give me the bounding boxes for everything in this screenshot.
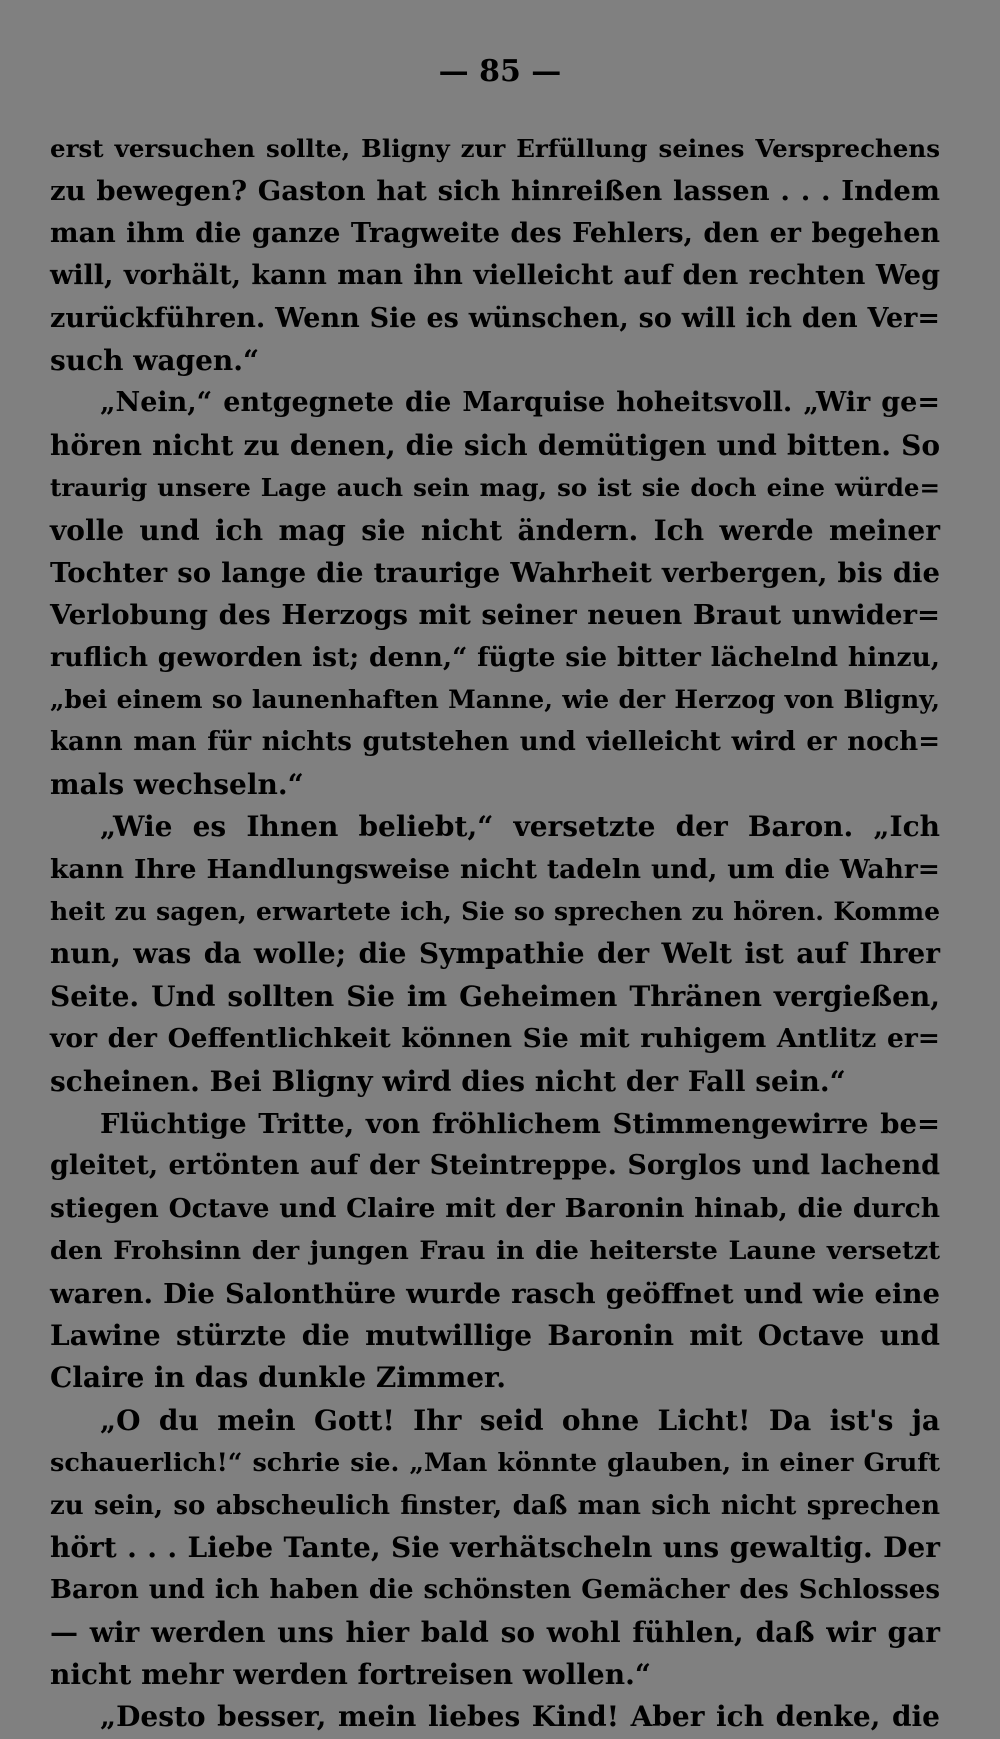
- text-line: zu sein, so abscheulich finster, daß man sich nicht sprechen: [50, 1490, 940, 1521]
- text-line: volle und ich mag sie nicht ändern. Ich werde meiner: [50, 513, 940, 547]
- page-number: — 85 —: [438, 54, 562, 89]
- text-line: vor der Oeffentlichkeit können Sie mit ruhigem Antlitz er=: [50, 1023, 940, 1055]
- text-line: erst versuchen sollte, Bligny zur Erfüllung seines Versprechens: [50, 134, 940, 163]
- text-line: Lawine stürzte die mutwillige Baronin mit Octave und: [50, 1318, 940, 1352]
- text-line: Seite. Und sollten Sie im Geheimen Thränen vergießen,: [50, 979, 940, 1013]
- text-line: nun, was da wolle; die Sympathie der Welt ist auf Ihrer: [50, 937, 940, 971]
- text-line: „Wie es Ihnen beliebt,“ versetzte der Baron. „Ich: [100, 810, 940, 844]
- text-line: hören nicht zu denen, die sich demütigen und bitten. So: [50, 428, 940, 462]
- text-line: „Nein,“ entgegnete die Marquise hoheitsvoll. „Wir ge=: [100, 387, 940, 419]
- text-line: such wagen.“: [50, 343, 260, 377]
- text-line: ruflich geworden ist; denn,“ fügte sie bitter lächelnd hinzu,: [50, 641, 940, 673]
- text-line: kann Ihre Handlungsweise nicht tadeln und, um die Wahr=: [50, 853, 940, 885]
- text-line: gleitet, ertönten auf der Steintreppe. Sorglos und lachend: [50, 1150, 940, 1182]
- text-line: mals wechseln.“: [50, 767, 304, 801]
- text-line: man ihm die ganze Tragweite des Fehlers, den er begehen: [50, 217, 940, 249]
- text-line: Tochter so lange die traurige Wahrheit verbergen, bis die: [50, 556, 940, 589]
- text-line: stiegen Octave und Claire mit der Baronin hinab, die durch: [50, 1192, 940, 1224]
- text-line: zu bewegen? Gaston hat sich hinreißen lassen . . . Indem: [50, 175, 940, 208]
- text-line: Flüchtige Tritte, von fröhlichem Stimmengewirre be=: [100, 1107, 940, 1140]
- text-line: schauerlich!“ schrie sie. „Man könnte glauben, in einer Gruft: [50, 1448, 940, 1479]
- text-line: „bei einem so launenhaften Manne, wie der Herzog von Bligny,: [50, 685, 940, 715]
- text-line: — wir werden uns hier bald so wohl fühlen, daß wir gar: [50, 1615, 940, 1649]
- text-line: „O du mein Gott! Ihr seid ohne Licht! Da ist's ja: [100, 1403, 940, 1437]
- text-line: nicht mehr werden fortreisen wollen.“: [50, 1658, 651, 1692]
- text-line: hört . . . Liebe Tante, Sie verhätscheln uns gewaltig. Der: [50, 1530, 940, 1564]
- body-text: [50, 128, 940, 1739]
- text-line: will, vorhält, kann man ihn vielleicht auf den rechten Weg: [50, 260, 940, 292]
- text-line: Baron und ich haben die schönsten Gemächer des Schlosses: [50, 1575, 940, 1606]
- text-line: zurückführen. Wenn Sie es wünschen, so will ich den Ver=: [50, 302, 940, 334]
- text-line: Claire in das dunkle Zimmer.: [50, 1361, 506, 1395]
- text-line: „Desto besser, mein liebes Kind! Aber ich denke, die: [100, 1700, 940, 1734]
- text-line: waren. Die Salonthüre wurde rasch geöffnet und wie eine: [50, 1277, 940, 1310]
- text-line: kann man für nichts gutstehen und vielleicht wird er noch=: [50, 727, 940, 758]
- text-line: den Frohsinn der jungen Frau in die heiterste Laune versetzt: [50, 1236, 940, 1267]
- text-line: traurig unsere Lage auch sein mag, so ist sie doch eine würde=: [50, 473, 940, 503]
- text-line: Verlobung des Herzogs mit seiner neuen Braut unwider=: [50, 599, 940, 632]
- text-line: scheinen. Bei Bligny wird dies nicht der Fall sein.“: [50, 1064, 846, 1098]
- text-line: heit zu sagen, erwartete ich, Sie so sprechen zu hören. Komme: [50, 897, 940, 927]
